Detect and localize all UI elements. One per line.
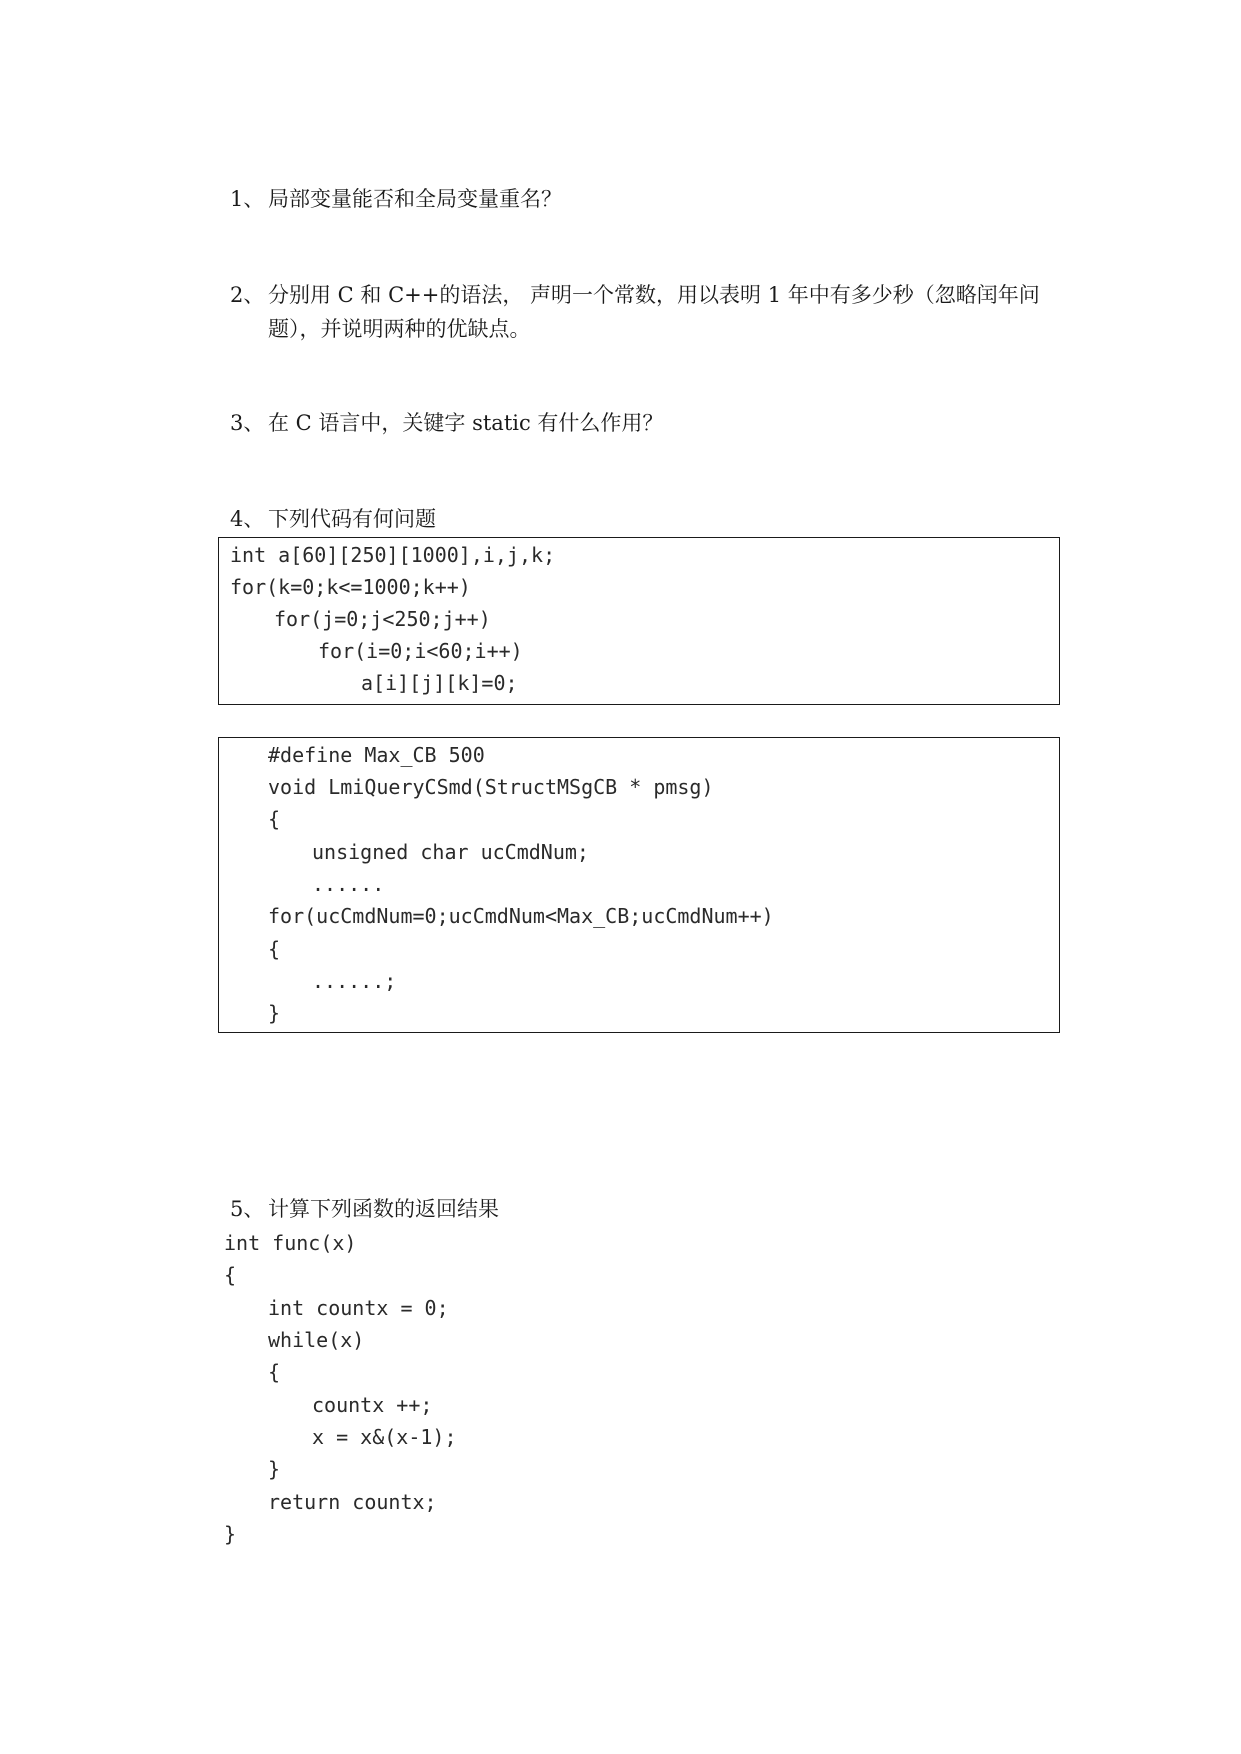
- code-line: a[i][j][k]=0;: [361, 671, 518, 695]
- question-5: [230, 1192, 1058, 1226]
- code-line: {: [268, 937, 281, 961]
- question-2: [230, 278, 1058, 346]
- question-text: 局部变量能否和全局变量重名？: [268, 187, 562, 211]
- question-4: [230, 502, 1058, 536]
- question-number: 4、: [230, 507, 265, 531]
- code-line: return countx;: [268, 1490, 437, 1514]
- code-line: countx ++;: [312, 1393, 433, 1417]
- code-line: for(ucCmdNum=0;ucCmdNum<Max_CB;ucCmdNum++): [268, 904, 774, 928]
- code-line: {: [268, 1360, 281, 1384]
- question-1: [230, 182, 1058, 216]
- question-text: 在 C 语言中，关键字 static 有什么作用？: [268, 411, 664, 435]
- code-line: x = x&(x-1);: [312, 1425, 457, 1449]
- code-line: {: [224, 1263, 237, 1287]
- code-line: for(j=0;j<250;j++): [274, 607, 491, 631]
- question-number: 3、: [230, 411, 265, 435]
- code-line: void LmiQueryCSmd(StructMSgCB * pmsg): [268, 775, 714, 799]
- code-line: int a[60][250][1000],i,j,k;: [230, 543, 556, 567]
- question-number: 2、: [230, 283, 265, 307]
- code-line: while(x): [268, 1328, 365, 1352]
- question-number: 1、: [230, 187, 265, 211]
- question-text: 计算下列函数的返回结果: [268, 1197, 499, 1221]
- code-line: {: [268, 807, 281, 831]
- question-number: 5、: [230, 1197, 265, 1221]
- code-line: unsigned char ucCmdNum;: [312, 840, 589, 864]
- code-line: int func(x): [224, 1231, 357, 1255]
- code-line: int countx = 0;: [268, 1296, 449, 1320]
- code-line: for(i=0;i<60;i++): [318, 639, 523, 663]
- question-text: 分别用 C 和 C++的语法， 声明一个常数，用以表明 1 年中有多少秒（忽略闰年问题），并说明两种的优缺点。: [268, 283, 1040, 341]
- question-3: [230, 406, 1058, 440]
- code-line: #define Max_CB 500: [268, 743, 485, 767]
- code-line: for(k=0;k<=1000;k++): [230, 575, 471, 599]
- code-line: }: [268, 1001, 281, 1025]
- code-line: ......;: [312, 969, 397, 993]
- code-line: }: [224, 1522, 237, 1546]
- question-text: 下列代码有何问题: [268, 507, 436, 531]
- code-line: ......: [312, 872, 385, 896]
- code-line: }: [268, 1457, 281, 1481]
